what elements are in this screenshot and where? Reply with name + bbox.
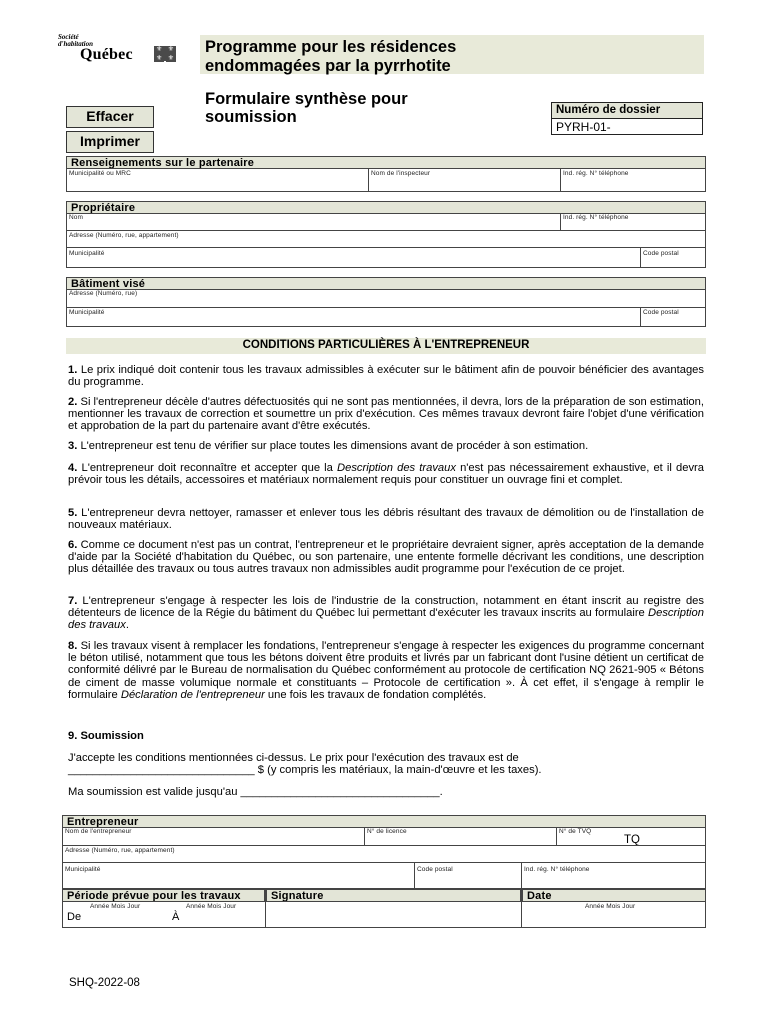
date-format: Année Mois Jour xyxy=(585,903,636,910)
period-to-date-format: Année Mois Jour xyxy=(186,903,237,910)
dossier-number-box xyxy=(551,102,703,135)
owner-municipality-label: Municipalité xyxy=(69,250,105,257)
condition-4-number: 4. xyxy=(68,462,78,474)
condition-8-text-b: une fois les travaux de fondation complétés. xyxy=(264,688,487,701)
conditions-heading: CONDITIONS PARTICULIÈRES À L'ENTREPRENEUR xyxy=(66,338,706,354)
contractor-phone-label: Ind. rég. N° téléphone xyxy=(524,866,590,873)
building-postal-label: Code postal xyxy=(643,309,679,316)
condition-7-text-a: L'entrepreneur s'engage à respecter les lois de l'industrie de la construction, notamment en étant inscrit au registre des détenteurs de licence de la Régie du bâtiment du Québec lui permettant d'exécuter les travaux inscrits au formulaire xyxy=(68,595,704,620)
licence-number-field[interactable] xyxy=(365,834,555,845)
form-subtitle-line1: Formulaire synthèse pour xyxy=(205,90,408,108)
owner-name-label: Nom xyxy=(69,214,84,221)
submission-price-line[interactable]: ______________________________ $ (y compris les matériaux, la main-d'œuvre et les taxes). xyxy=(68,764,542,776)
submission-heading: 9. Soumission xyxy=(68,730,144,742)
condition-5-text: L'entrepreneur devra nettoyer, ramasser et enlever tous les débris résultant des travaux de démolition ou de l'installation de nouveaux matériaux. xyxy=(68,507,704,532)
owner-municipality-field[interactable] xyxy=(67,256,639,267)
divider xyxy=(265,889,266,928)
contractor-address-field[interactable] xyxy=(63,853,705,862)
partner-municipality-label: Municipalité ou MRC xyxy=(69,170,131,177)
condition-3-number: 3. xyxy=(68,440,78,452)
partner-municipality-field[interactable] xyxy=(66,176,368,191)
partner-section-heading: Renseignements sur le partenaire xyxy=(66,156,706,169)
condition-2-number: 2. xyxy=(68,396,78,408)
divider xyxy=(62,862,706,863)
contractor-postal-label: Code postal xyxy=(417,866,453,873)
condition-1-number: 1. xyxy=(68,364,78,376)
condition-1 xyxy=(68,364,704,388)
divider xyxy=(66,307,706,308)
contractor-phone-field[interactable] xyxy=(522,872,705,888)
date-heading: Date xyxy=(522,889,706,902)
contractor-postal-field[interactable] xyxy=(415,872,520,888)
program-title-line2: endommagées par la pyrrhotite xyxy=(205,57,451,75)
partner-phone-label: Ind. rég. N° téléphone xyxy=(563,170,629,177)
building-postal-field[interactable] xyxy=(641,315,705,326)
condition-2-text: Si l'entrepreneur décèle d'autres défectuosités qui ne sont pas mentionnées, il devra, lors de la préparation de son estimation, mentionner les travaux de correction et soumettre un prix d'exécution. Ces mêmes travaux devront faire l'objet d'une vérification et approbation de la part du partenaire avant d'être exécutés. xyxy=(68,396,704,433)
owner-address-field[interactable] xyxy=(67,238,705,247)
contractor-address-label: Adresse (Numéro, rue, appartement) xyxy=(65,847,175,854)
logo-line1: Société xyxy=(58,33,79,41)
condition-3 xyxy=(68,440,704,452)
building-address-label: Adresse (Numéro, rue) xyxy=(69,290,138,297)
program-title-line1: Programme pour les résidences xyxy=(205,38,457,56)
licence-number-label: N° de licence xyxy=(367,828,407,835)
period-to-field[interactable] xyxy=(184,909,262,925)
condition-7 xyxy=(68,595,704,632)
contractor-municipality-field[interactable] xyxy=(63,872,413,888)
divider xyxy=(66,230,706,231)
shq-logo xyxy=(58,34,183,66)
dossier-number-label: Numéro de dossier xyxy=(552,103,702,119)
condition-2 xyxy=(68,396,704,433)
print-button[interactable]: Imprimer xyxy=(66,131,154,153)
owner-name-field[interactable] xyxy=(67,220,559,229)
divider xyxy=(62,845,706,846)
date-field[interactable] xyxy=(523,910,705,927)
form-code: SHQ-2022-08 xyxy=(69,977,140,989)
divider xyxy=(66,247,706,248)
condition-7-number: 7. xyxy=(68,595,78,607)
condition-8-text-italic: Déclaration de l'entrepreneur xyxy=(120,688,265,701)
divider xyxy=(521,889,522,928)
tvq-number-label: N° de TVQ xyxy=(559,828,592,835)
building-section-heading: Bâtiment visé xyxy=(66,277,706,290)
building-municipality-label: Municipalité xyxy=(69,309,105,316)
signature-field[interactable] xyxy=(267,902,520,927)
partner-phone-field[interactable] xyxy=(561,176,705,191)
submission-validity-line[interactable]: Ma soumission est valide jusqu'au ________________________________. xyxy=(68,786,443,798)
submission-line1: J'accepte les conditions mentionnées ci-dessus. Le prix pour l'exécution des travaux est de xyxy=(68,752,519,764)
condition-4-text-a: L'entrepreneur doit reconnaître et accepter que la xyxy=(77,462,338,474)
condition-6-number: 6. xyxy=(68,539,78,551)
condition-3-text: L'entrepreneur est tenu de vérifier sur place toutes les dimensions avant de procéder à son estimation. xyxy=(77,440,589,452)
condition-1-text: Le prix indiqué doit contenir tous les travaux admissibles à exécuter sur le bâtiment afin de pouvoir bénéficier des avantages du programme. xyxy=(68,364,704,389)
tvq-number-field[interactable]: TQ xyxy=(624,834,640,846)
clear-button[interactable]: Effacer xyxy=(66,106,154,128)
condition-6 xyxy=(68,539,704,576)
condition-4-text-italic: Description des travaux xyxy=(337,462,456,474)
period-to-label: À xyxy=(172,911,180,923)
condition-8 xyxy=(68,640,704,701)
inspector-name-label: Nom de l'inspecteur xyxy=(371,170,431,177)
condition-6-text: Comme ce document n'est pas un contrat, l'entrepreneur et le propriétaire devraient signer, après acceptation de la demande d'aide par la Société d'habitation du Québec, ou son partenaire, une entente formelle décrivant les conditions, une description plus détaillée des travaux ou tous autres travaux non admissibles audit programme pour l'exécution de ce projet. xyxy=(68,539,704,576)
condition-7-text-b: . xyxy=(125,619,129,632)
inspector-name-field[interactable] xyxy=(369,176,559,191)
owner-postal-field[interactable] xyxy=(641,256,705,267)
contractor-section-heading: Entrepreneur xyxy=(62,815,706,828)
contractor-municipality-label: Municipalité xyxy=(65,866,101,873)
period-from-field[interactable] xyxy=(84,909,164,925)
logo-line2: d'habitation xyxy=(58,40,94,48)
period-from-label: De xyxy=(67,911,82,923)
condition-5 xyxy=(68,507,704,531)
dossier-number-field[interactable]: PYRH-01- xyxy=(556,120,611,134)
signature-heading: Signature xyxy=(266,889,521,902)
logo-quebec: Québec xyxy=(80,46,133,63)
owner-phone-field[interactable] xyxy=(561,220,705,229)
period-from-date-format: Année Mois Jour xyxy=(90,903,141,910)
condition-5-number: 5. xyxy=(68,507,78,519)
building-address-field[interactable] xyxy=(67,296,705,306)
condition-4-text-b: n'est pas nécessairement exhaustive, et il devra prévoir tous les détails, accessoires et matériaux normalement requis pour constituer un ouvrage fini et complet. xyxy=(68,462,704,487)
work-period-heading: Période prévue pour les travaux xyxy=(62,889,265,902)
owner-phone-label: Ind. rég. N° téléphone xyxy=(563,214,629,221)
owner-postal-label: Code postal xyxy=(643,250,679,257)
owner-section-heading: Propriétaire xyxy=(66,201,706,214)
building-municipality-field[interactable] xyxy=(67,315,639,326)
condition-8-number: 8. xyxy=(68,640,78,652)
condition-7-text-italic: Description des travaux xyxy=(68,607,704,632)
divider xyxy=(556,827,557,845)
condition-8-text-a: Si les travaux visent à remplacer les fondations, l'entrepreneur s'engage à respecter les exigences du programme concernant le béton utilisé, notamment que tous les bétons doivent être produits et livrés par un fabricant dont l'usine détient un certificat de conformité délivré par le Bureau de normalisation du Québec conformément au protocole de certification NQ 2621-905 « Bétons de ciment de masse volumique normale et constituants – Protocole de certification ». À cet effet, il s'engage à remplir le formulaire xyxy=(68,640,704,701)
owner-address-label: Adresse (Numéro, rue, appartement) xyxy=(69,232,179,239)
contractor-name-label: Nom de l'entrepreneur xyxy=(65,828,132,835)
condition-4 xyxy=(68,462,704,486)
contractor-name-field[interactable] xyxy=(63,834,363,845)
form-subtitle-line2: soumission xyxy=(205,108,297,126)
quebec-flag-icon: ⚜ ⚜ ⚜ ⚜ xyxy=(155,45,175,62)
